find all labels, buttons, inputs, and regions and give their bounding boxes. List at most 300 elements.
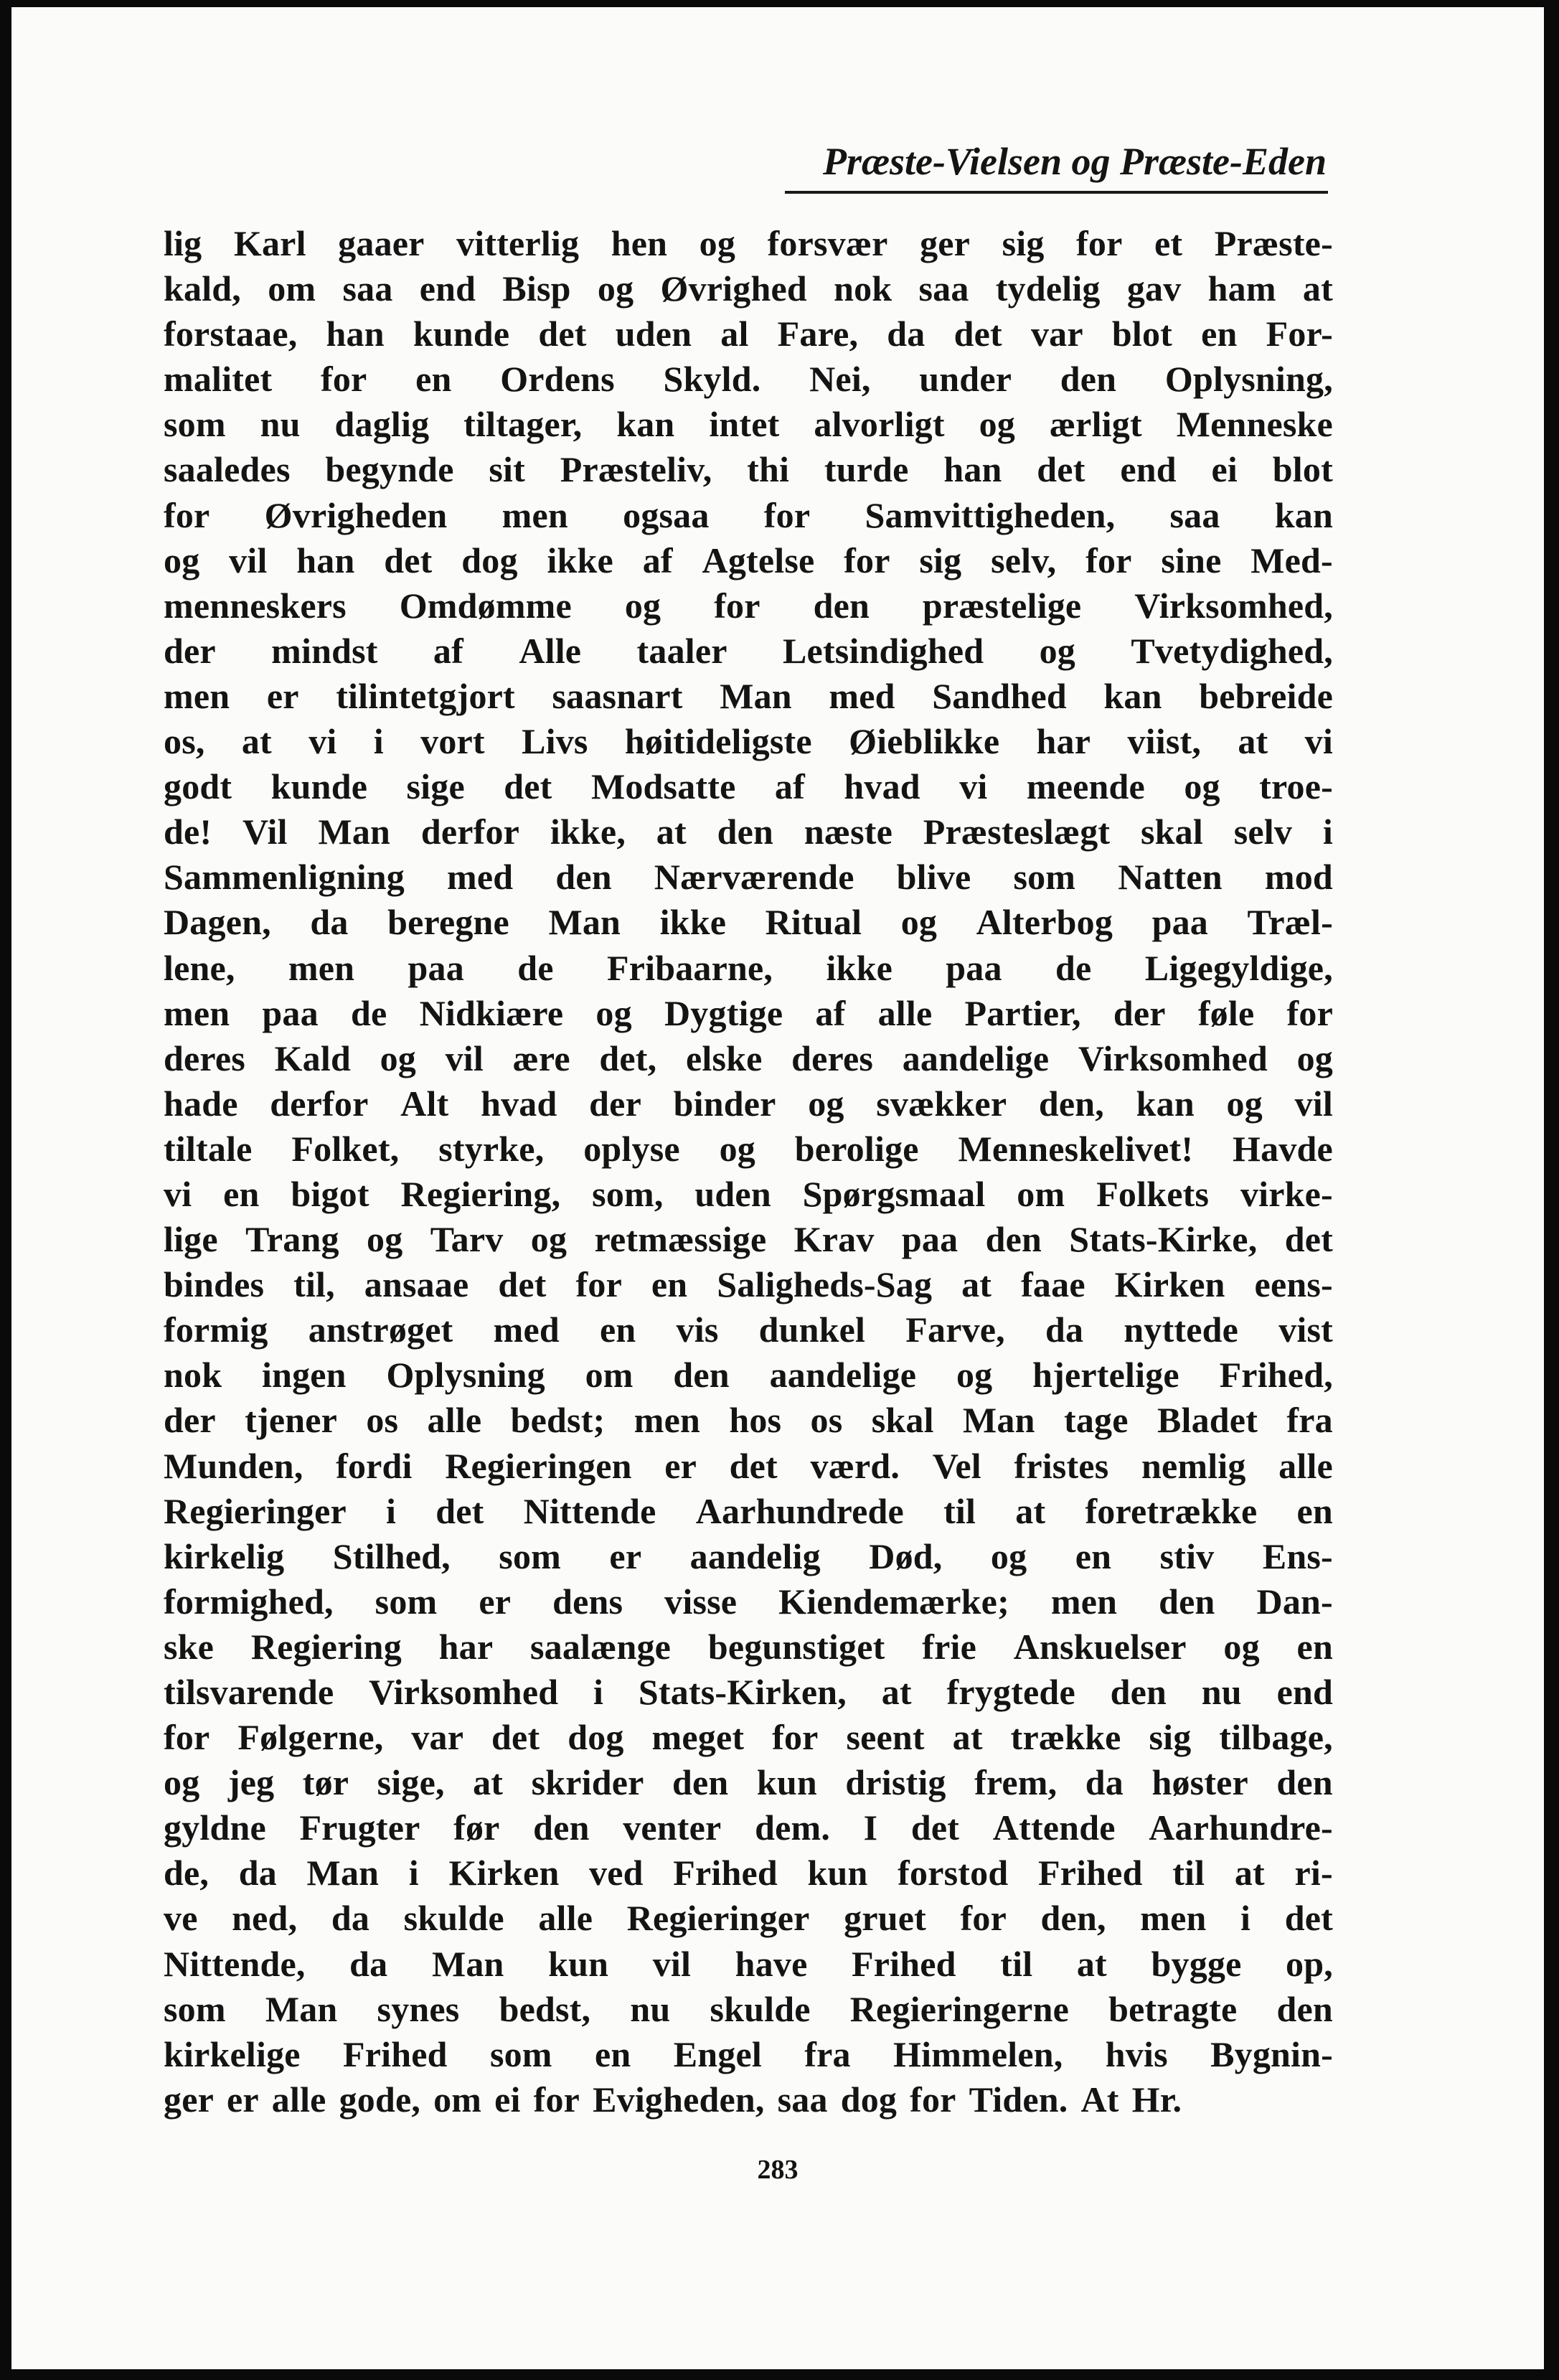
word: Frihed [1037,1853,1143,1894]
word: i [386,1490,397,1531]
word: er [609,1535,642,1576]
word: hvis [1105,2033,1168,2074]
word: svækker [876,1083,1007,1124]
word: næste [804,812,893,852]
word: kan [1103,675,1162,716]
word: anstrøget [308,1309,453,1350]
word: alle [271,2079,326,2120]
word: gaaer [338,223,425,263]
text-line [164,358,1333,403]
word: ansaae [364,1264,469,1305]
text-line [164,494,1333,540]
word: Sammenligning [164,857,405,898]
word: skulde [403,1898,504,1939]
word: vist [1278,1309,1333,1350]
word: formig [164,1309,268,1350]
word: Regieringen [445,1445,632,1486]
word: paa [946,947,1002,988]
word: derfor [270,1083,369,1124]
header-rule [785,191,1328,194]
word: for [575,1264,622,1305]
word: for [1085,540,1132,580]
word: tør [302,1762,349,1803]
text-line [164,1671,1333,1716]
word: nok [834,268,892,309]
word: vitterlig [456,223,580,263]
word: til [1172,1853,1205,1894]
word: Alle [519,630,582,671]
word: styrke, [438,1128,545,1169]
word: Dagen, [164,902,271,943]
word: det [498,1264,547,1305]
word: den [1276,1762,1333,1803]
word: den [673,1355,730,1396]
word: for [164,494,210,535]
word: gav [1126,268,1182,309]
text-line [164,630,1333,675]
text-line [164,1218,1333,1264]
word: kirkelig [164,1535,285,1576]
word: en [594,2033,631,2074]
word: da [310,902,349,943]
word: den [672,1762,729,1803]
word: saa [777,2079,828,2120]
word: Træl- [1247,902,1333,943]
word: bebreide [1199,675,1333,716]
word: Aarhundrede [695,1490,904,1531]
word: Farve, [905,1309,1005,1350]
text-line [164,766,1333,811]
word: Anskuelser [1013,1626,1187,1667]
word: gyldne [164,1807,266,1848]
word: i [408,1853,419,1894]
word: selv, [991,540,1057,580]
word: Nidkiære [419,992,564,1033]
word: de [351,992,387,1033]
word: var [1030,314,1083,354]
word: hvad [481,1083,557,1124]
word: dristig [845,1762,946,1803]
word: Folket, [291,1128,400,1169]
word: Oplysning, [1164,359,1333,400]
word: en [1075,1535,1112,1576]
word: for [164,1717,210,1758]
text-line [164,222,1333,268]
word: er [266,675,299,716]
word: bedst; [510,1400,606,1441]
word: meget [651,1717,745,1758]
word: ære [512,1038,570,1078]
word: det [1284,1219,1333,1260]
word: Vil [242,812,288,852]
text-line [164,1581,1333,1626]
word: det, [599,1038,657,1078]
word: Man [265,1988,338,2029]
word: Regiering, [400,1173,561,1214]
word: den [1110,1672,1167,1712]
word: Tarv [430,1219,504,1260]
word: Havde [1233,1128,1333,1169]
word: Man [431,1943,504,1984]
word: Munden, [164,1445,303,1486]
word: og [1184,766,1220,807]
word: i [373,721,384,762]
word: den [1159,1581,1215,1622]
word: blot [1111,314,1172,354]
word: deres [164,1038,245,1078]
word: kald, [164,268,242,309]
word: sig [1002,223,1045,263]
word: der [589,1083,641,1124]
word: ve [164,1898,198,1939]
word: kunde [270,766,368,807]
word: Virksomhed [369,1672,559,1712]
word: Regieringer [164,1490,347,1531]
word: Alt [400,1083,449,1124]
word: af [642,540,673,580]
word: dens [552,1581,623,1622]
word: Virksomhed, [1134,585,1333,626]
word: i [1322,812,1333,852]
word: aandelige [902,1038,1050,1078]
word: forstod [898,1853,1009,1894]
word: os [366,1400,399,1441]
word: Regieringerne [849,1988,1069,2029]
word: Regieringer [626,1898,810,1939]
word: i [593,1672,604,1712]
word: end [419,268,476,309]
word: bigot [291,1173,369,1214]
word: vi [1304,721,1333,762]
word: Man [548,902,621,943]
word: den [985,1219,1042,1260]
word: troe- [1259,766,1333,807]
word: fra [1286,1400,1333,1441]
word: og [164,540,200,580]
text-line [164,313,1333,358]
text-line [164,540,1333,585]
word: er [664,1445,697,1486]
word: dunkel [758,1309,866,1350]
word: Nei, [809,359,871,400]
word: værd. [810,1445,900,1486]
word: en [651,1264,688,1305]
word: den [1276,1988,1333,2029]
word: Man [306,1853,380,1894]
word: Spørgsmaal [802,1173,986,1214]
word: saa [918,268,969,309]
word: vi [959,766,988,807]
word: kun [548,1943,609,1984]
word: ned, [232,1898,298,1939]
word: ved [589,1853,644,1894]
text-line [164,1128,1333,1173]
word: paa [1151,902,1208,943]
word: Følgerne, [237,1717,384,1758]
word: blive [896,857,971,898]
word: forstaae, [164,314,298,354]
word: intet [709,404,780,445]
text-line [164,2079,1333,2124]
word: Bisp [502,268,571,309]
word: saalænge [530,1626,672,1667]
word: hade [164,1083,238,1124]
word: han [326,314,385,354]
word: begynde [325,449,454,490]
word: sig [919,540,962,580]
word: tilintetgjort [336,675,515,716]
word: da [1045,1309,1084,1350]
word: taaler [636,630,727,671]
word: Letsindighed [783,630,984,671]
word: for [321,359,367,400]
word: selv [1233,812,1293,852]
word: Øvrighed [660,268,807,309]
word: Bladet [1157,1400,1258,1441]
word: men [1140,1898,1207,1939]
word: Skyld. [663,359,761,400]
word: som, [592,1173,664,1214]
word: for [533,2079,580,2120]
book-page [11,7,1544,2369]
word: Tvetydighed, [1131,630,1333,671]
word: det [910,1807,960,1848]
word: Nittende [523,1490,656,1531]
word: skal [1141,812,1203,852]
word: Aarhundre- [1149,1807,1333,1848]
text-line [164,1762,1333,1807]
word: har [1036,721,1091,762]
word: hvad [844,766,920,807]
word: til [1000,1943,1033,1984]
word: Man [720,675,792,716]
word: om [268,268,316,309]
word: som [489,2033,552,2074]
word: Nittende, [164,1943,306,1984]
word: for [1286,992,1333,1033]
word: skulde [710,1988,811,2029]
word: frygtede [946,1672,1075,1712]
word: hos [729,1400,782,1441]
word: at [241,721,272,762]
text-line [164,1807,1333,1852]
word: Ordens [500,359,615,400]
word: Kirken [1114,1264,1225,1305]
word: da [238,1853,277,1894]
word: foretrække [1085,1490,1258,1531]
word: den [555,857,612,898]
word: høitideligste [624,721,812,762]
word: tilbage, [1219,1717,1333,1758]
word: da [887,314,925,354]
word: betragte [1108,1988,1238,2029]
word: paa [901,1219,959,1260]
word: den, [1040,1898,1106,1939]
word: Kiendemærke; [778,1581,1009,1622]
word: og [900,902,938,943]
text-line [164,403,1333,448]
word: I [863,1807,878,1848]
word: Ens- [1262,1535,1333,1576]
word: bindes [164,1264,265,1305]
word: daglig [334,404,430,445]
word: Død, [869,1535,943,1576]
word: sige, [377,1762,445,1803]
word: kan [1136,1083,1195,1124]
word: Omdømme [399,585,572,626]
word: lig [164,223,202,263]
word: Man [318,812,391,852]
word: al [720,314,749,354]
word: kan [616,404,675,445]
text-line [164,1038,1333,1083]
word: af [774,766,805,807]
text-line [164,1264,1333,1309]
word: thi [747,449,790,490]
word: begunstiget [707,1626,885,1667]
word: men [1050,1581,1118,1622]
word: en [223,1173,260,1214]
word: en [1296,1626,1333,1667]
word: nok [164,1355,222,1396]
word: og [380,1038,416,1078]
text-line [164,1897,1333,1942]
word: vil [445,1038,484,1078]
word: med [493,1309,560,1350]
word: Dygtige [664,992,783,1033]
word: nemlig [1141,1445,1246,1486]
text-line [164,1716,1333,1762]
word: og [990,1535,1027,1576]
word: for [960,1898,1007,1939]
text-line [164,1399,1333,1444]
word: Bygnin- [1210,2033,1333,2074]
text-line [164,901,1333,946]
word: turde [824,449,909,490]
word: bedst, [499,1988,591,2029]
word: den [533,1807,590,1848]
text-line [164,992,1333,1038]
word: at [1234,1853,1265,1894]
word: af [433,630,463,671]
word: Agtelse [702,540,815,580]
word: vil [229,540,268,580]
word: da [1085,1762,1124,1803]
word: at [881,1672,912,1712]
word: med [447,857,514,898]
word: sit [489,449,525,490]
word: visse [664,1581,738,1622]
word: Kirken [448,1853,560,1894]
word: ei [1211,449,1238,490]
word: der [164,630,216,671]
word: end [1120,449,1177,490]
word: aandelig [689,1535,821,1576]
word: berolige [794,1128,919,1169]
text-line [164,1988,1333,2033]
word: og [530,1219,567,1260]
word: den [1060,359,1117,400]
word: men [164,992,230,1033]
word: stiv [1159,1535,1215,1576]
word: og [1039,630,1075,671]
word: og [1226,1083,1263,1124]
word: retmæssige [594,1219,767,1260]
word: den, [1038,1083,1104,1124]
word: til, [293,1264,335,1305]
text-line [164,720,1333,766]
word: Livs [522,721,588,762]
word: det [491,1717,540,1758]
word: de [1055,947,1092,988]
word: Frihed [342,2033,448,2074]
word: som [164,404,226,445]
word: eens- [1254,1264,1333,1305]
word: ger [164,2079,214,2120]
word: en [1201,314,1238,354]
word: saasnart [552,675,683,716]
word: der [1113,992,1166,1033]
text-line [164,448,1333,494]
word: men [288,947,355,988]
word: for [772,1717,819,1758]
word: uden [615,314,692,354]
word: Ligegyldige, [1144,947,1333,988]
word: vil [652,1943,692,1984]
word: sig [1149,1717,1192,1758]
word: sige [406,766,465,807]
word: formighed, [164,1581,334,1622]
word: ingen [261,1355,347,1396]
word: om [433,2079,482,2120]
word: Virksomhed [1078,1038,1268,1078]
word: trække [1010,1717,1121,1758]
word: sine [1161,540,1222,580]
word: en [1296,1490,1333,1531]
text-line [164,947,1333,992]
word: dog [567,1717,624,1758]
word: da [349,1943,388,1984]
word: dog [840,2079,898,2120]
word: paa [408,947,464,988]
word: mindst [271,630,378,671]
word: derfor [420,812,520,852]
word: og [597,268,634,309]
word: blot [1272,449,1333,490]
text-line [164,1083,1333,1128]
word: det [435,1490,484,1531]
word: Attende [992,1807,1116,1848]
word: saaledes [164,449,291,490]
word: de, [164,1853,209,1894]
word: den [717,812,774,852]
word: tiltale [164,1128,253,1169]
word: Saligheds-Sag [717,1264,933,1305]
word: Kald [274,1038,351,1078]
word: os [810,1400,843,1441]
word: Regiering [250,1626,402,1667]
word: alle [1278,1445,1333,1486]
word: Stilhed, [332,1535,451,1576]
word: at [1238,721,1268,762]
word: han [296,540,355,580]
word: frie [922,1626,976,1667]
word: faae [1021,1264,1085,1305]
word: ger [920,223,971,263]
word: Præsteliv, [560,449,712,490]
word: paa [262,992,319,1033]
word: Hr. [1131,2079,1182,2120]
